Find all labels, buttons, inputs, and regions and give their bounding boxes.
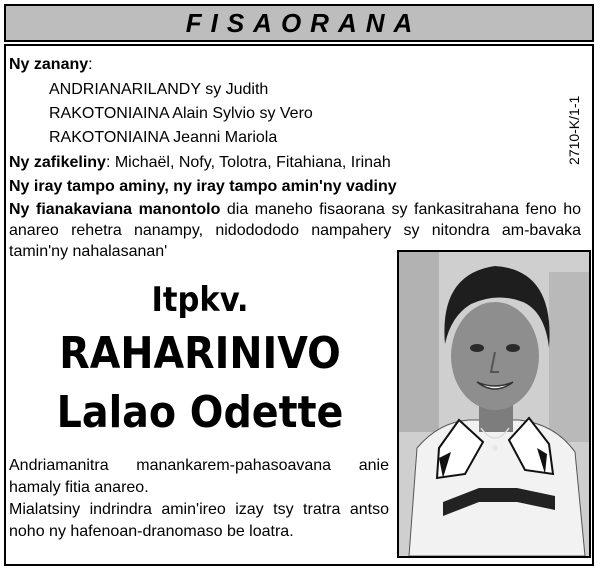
- zanany-label: Ny zanany: [9, 56, 89, 73]
- zanany-colon: :: [88, 56, 93, 73]
- zanany-name-2: RAKOTONIAINA Alain Sylvio sy Vero: [49, 105, 313, 122]
- zanany-name-3: RAKOTONIAINA Jeanni Mariola: [49, 129, 278, 146]
- fianakaviana-text: dia maneho fisaorana sy fankasitrahana feno ho anareo rehetra nanampy, nidodododo nampahery sy nitondra am-bavaka tamin'ny nahalasanan': [9, 201, 581, 260]
- closing-paragraph-2: Mialatsiny indrindra amin'ireo izay tsy tratra antso noho ny hafenoan-dranomaso be loatra.: [9, 501, 389, 540]
- tampo-line: Ny iray tampo aminy, ny iray tampo amin'ny vadiny: [9, 178, 397, 195]
- closing-paragraph-1: Andriamanitra manankarem-pahasoavana anie hamaly fitia anareo.: [9, 457, 389, 496]
- portrait-photo: [397, 250, 591, 558]
- header-banner: [4, 4, 594, 42]
- zafikeliny-value: : Michaël, Nofy, Tolotra, Fitahiana, Irinah: [105, 154, 391, 171]
- deceased-title: Itpkv.: [151, 280, 249, 320]
- necklace-pendant: [492, 445, 498, 451]
- zanany-name-1: ANDRIANARILANDY sy Judith: [49, 81, 269, 98]
- reference-code: 2710-K/1-1: [566, 95, 582, 165]
- right-eye: [506, 344, 520, 352]
- left-eye: [470, 344, 484, 352]
- photo-foliage-left: [399, 252, 439, 432]
- portrait-illustration: [399, 252, 589, 556]
- zanany-heading: [9, 55, 93, 75]
- header-title: FISAORANA: [185, 7, 422, 38]
- deceased-given-name: Lalao Odette: [56, 387, 344, 438]
- photo-foliage-right: [549, 272, 589, 442]
- zafikeliny-label: Ny zafikeliny: [9, 154, 106, 171]
- deceased-surname: RAHARINIVO: [59, 328, 341, 379]
- fianakaviana-label: Ny fianakaviana manontolo: [9, 201, 221, 218]
- zafikeliny-line: [9, 153, 391, 173]
